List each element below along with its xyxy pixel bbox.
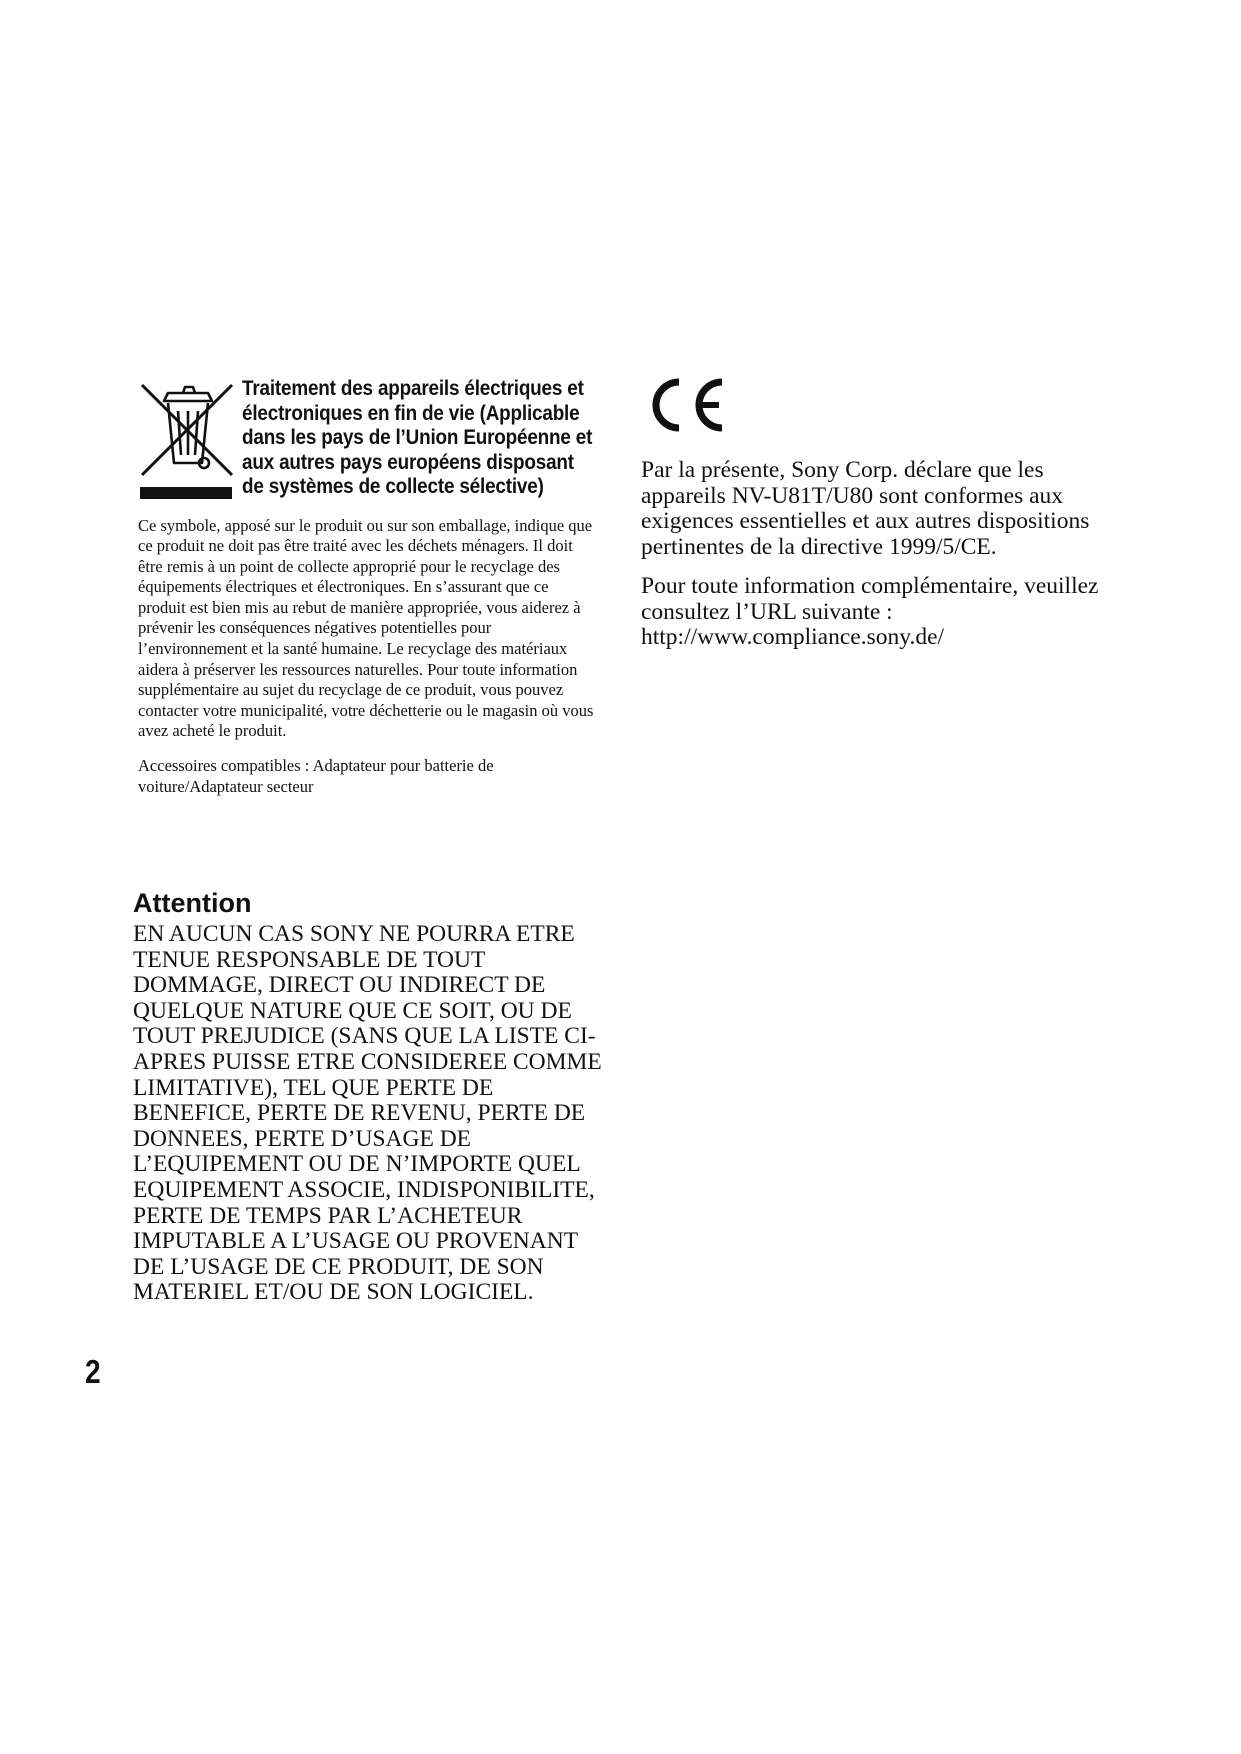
crossed-out-wheelie-bin-icon bbox=[138, 381, 238, 501]
ce-mark-icon bbox=[648, 376, 728, 434]
ce-declaration bbox=[641, 458, 1111, 651]
attention-section bbox=[133, 886, 613, 1306]
attention-title: Attention bbox=[133, 888, 252, 918]
compatible-accessories-text: Accessoires compatibles : Adaptateur pour batterie de voiture/Adaptateur secteur bbox=[138, 756, 494, 796]
attention-disclaimer-text: EN AUCUN CAS SONY NE POURRA ETRE TENUE RESPONSABLE DE TOUT DOMMAGE, DIRECT OU INDIRECT DE QUELQUE NATURE QUE CE SOIT, OU DE TOUT PREJUDICE (SANS QUE LA LISTE CI-APRES PUISSE ETRE CONSIDEREE COMME LIMITATIVE), TEL QUE PERTE DE BENEFICE, PERTE DE REVENU, PERTE DE DONNEES, PERTE D’USAGE DE L’EQUIPEMENT OU DE N’IMPORTE QUEL EQUIPEMENT ASSOCIE, INDISPONIBILITE, PERTE DE TEMPS PAR L’ACHETEUR IMPUTABLE A L’USAGE OU PROVENANT DE L’USAGE DE CE PRODUIT, DE SON MATERIEL ET/OU DE SON LOGICIEL. bbox=[133, 921, 602, 1306]
conformity-statement: Par la présente, Sony Corp. déclare que les appareils NV-U81T/U80 sont conformes aux exigences essentielles et aux autres dispositions pertinentes de la directive 1999/5/CE. bbox=[641, 457, 1090, 560]
compliance-info: Pour toute information complémentaire, veuillez consultez l’URL suivante : http://www.compliance.sony.de/ bbox=[641, 573, 1099, 650]
weee-body-text: Ce symbole, apposé sur le produit ou sur son emballage, indique que ce produit ne doit pas être traité avec les déchets ménagers. Il doit être remis à un point de collecte approprié pour le recyclage des équipements électriques et électroniques. En s’assurant que ce produit est bien mis au rebut de manière appropriée, vous aiderez à prévenir les conséquences négatives potentielles pour l’environnement et la santé humaine. Le recyclage des matériaux aidera à préserver les ressources naturelles. Pour toute information supplémentaire au sujet du recyclage de ce produit, vous pouvez contacter votre municipalité, votre déchetterie ou le magasin où vous avez acheté le produit. bbox=[138, 515, 594, 741]
weee-notice bbox=[138, 377, 600, 797]
weee-heading: Traitement des appareils électriques et électroniques en fin de vie (Applicable dans les pays de l’Union Européenne et aux autres pays européens disposant de systèmes de collecte sélective) bbox=[242, 377, 593, 498]
page-number: 2 bbox=[85, 1353, 101, 1390]
